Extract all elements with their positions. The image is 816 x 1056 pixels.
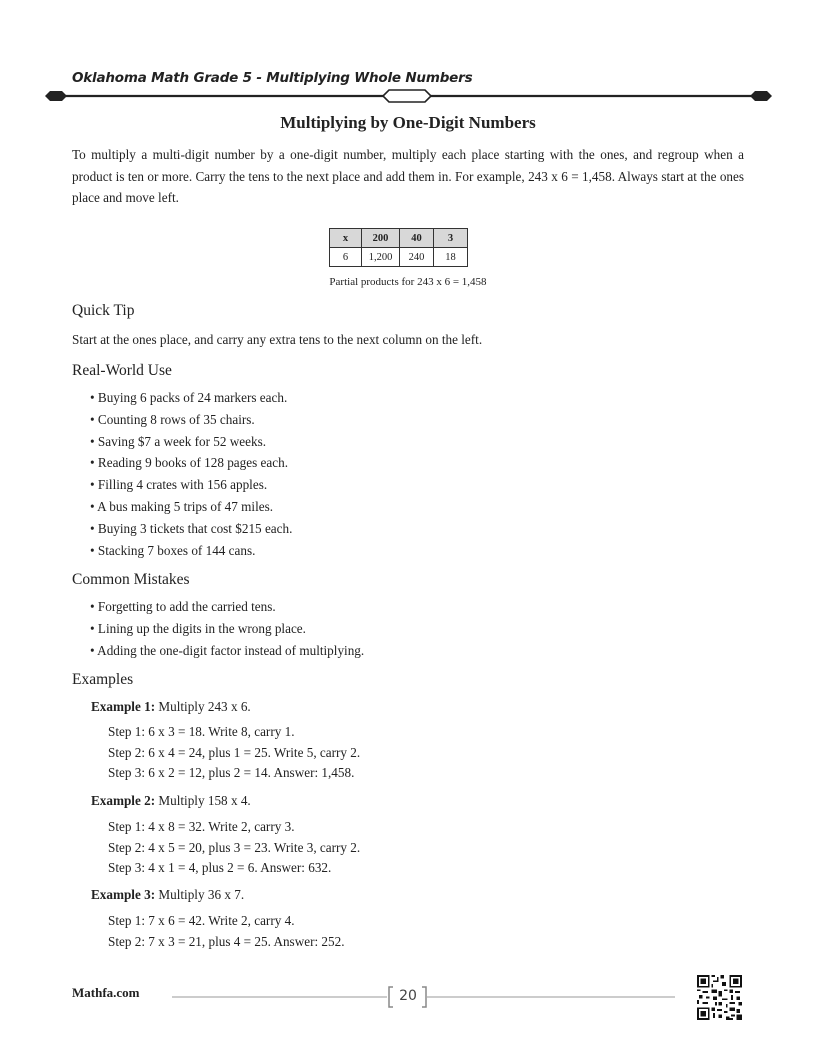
example-2-steps <box>108 817 360 879</box>
step-line: Step 3: 6 x 2 = 12, plus 2 = 14. Answer: 1,458. <box>108 765 355 780</box>
list-item: • Filling 4 crates with 156 apples. <box>90 477 268 493</box>
table-cell: 6 <box>330 248 362 267</box>
step-line: Step 3: 4 x 1 = 4, plus 2 = 6. Answer: 632. <box>108 860 332 875</box>
list-item: • Buying 6 packs of 24 markers each. <box>90 390 288 405</box>
example-label: Example 2: <box>91 793 156 808</box>
table-header-cell: x <box>330 229 362 248</box>
step-line: Step 2: 7 x 3 = 21, plus 4 = 25. Answer: 252. <box>108 933 345 949</box>
header-ornament-rule <box>45 88 772 104</box>
partial-products-table <box>329 228 468 267</box>
example-label: Example 3: <box>91 887 156 902</box>
table-header-cell: 3 <box>434 229 468 248</box>
example-prompt: Multiply 243 x 6. <box>155 699 251 714</box>
list-item: • Stacking 7 boxes of 144 cans. <box>90 542 256 558</box>
footer-site-name: Mathfa.com <box>72 985 140 1000</box>
step-line: Step 1: 4 x 8 = 32. Write 2, carry 3. <box>108 819 295 834</box>
example-3-title <box>91 887 244 903</box>
list-item: • Saving $7 a week for 52 weeks. <box>90 433 267 449</box>
table-cell: 18 <box>434 248 468 267</box>
list-item: • Adding the one-digit factor instead of multiplying. <box>90 642 365 658</box>
step-line: Step 1: 6 x 3 = 18. Write 8, carry 1. <box>108 724 295 739</box>
example-1-steps <box>108 722 360 784</box>
page-number: 20 <box>399 988 417 1004</box>
example-label: Example 1: <box>91 699 156 714</box>
step-line: Step 2: 4 x 5 = 20, plus 3 = 23. Write 3, carry 2. <box>108 839 361 855</box>
table-header-cell: 40 <box>400 229 434 248</box>
table-header-cell: 200 <box>362 229 400 248</box>
example-prompt: Multiply 36 x 7. <box>155 887 245 902</box>
header-title: Oklahoma Math Grade 5 - Multiplying Whole Numbers <box>72 70 473 86</box>
real-world-list <box>90 387 292 561</box>
list-item: • Counting 8 rows of 35 chairs. <box>90 411 255 427</box>
real-world-heading: Real-World Use <box>72 362 172 379</box>
example-3-steps <box>108 911 345 952</box>
common-mistakes-list <box>90 596 364 661</box>
table-cell: 240 <box>400 248 434 267</box>
list-item: • Forgetting to add the carried tens. <box>90 599 276 614</box>
step-line: Step 2: 6 x 4 = 24, plus 1 = 25. Write 5, carry 2. <box>108 744 361 760</box>
example-prompt: Multiply 158 x 4. <box>155 793 251 808</box>
intro-paragraph: To multiply a multi-digit number by a one-digit number, multiply each place starting with the ones, and regroup when a product is ten or more. Carry the tens to the next place and add them in. For example, 243 x 6 = 1,458. Always start at the ones place and move left. <box>72 147 744 205</box>
list-item: • A bus making 5 trips of 47 miles. <box>90 498 274 514</box>
example-1-title <box>91 699 251 715</box>
table-caption: Partial products for 243 x 6 = 1,458 <box>329 276 487 288</box>
quick-tip-heading: Quick Tip <box>72 302 135 319</box>
step-line: Step 1: 7 x 6 = 42. Write 2, carry 4. <box>108 913 295 928</box>
common-mistakes-heading: Common Mistakes <box>72 571 190 588</box>
example-2-title <box>91 793 251 809</box>
list-item: • Reading 9 books of 128 pages each. <box>90 455 288 471</box>
table-cell: 1,200 <box>362 248 400 267</box>
quick-tip-text: Start at the ones place, and carry any extra tens to the next column on the left. <box>72 332 483 347</box>
qr-code-icon <box>697 975 742 1020</box>
list-item: • Lining up the digits in the wrong place. <box>90 620 306 636</box>
examples-heading: Examples <box>72 671 134 688</box>
list-item: • Buying 3 tickets that cost $215 each. <box>90 520 293 536</box>
page-title: Multiplying by One-Digit Numbers <box>280 113 536 132</box>
